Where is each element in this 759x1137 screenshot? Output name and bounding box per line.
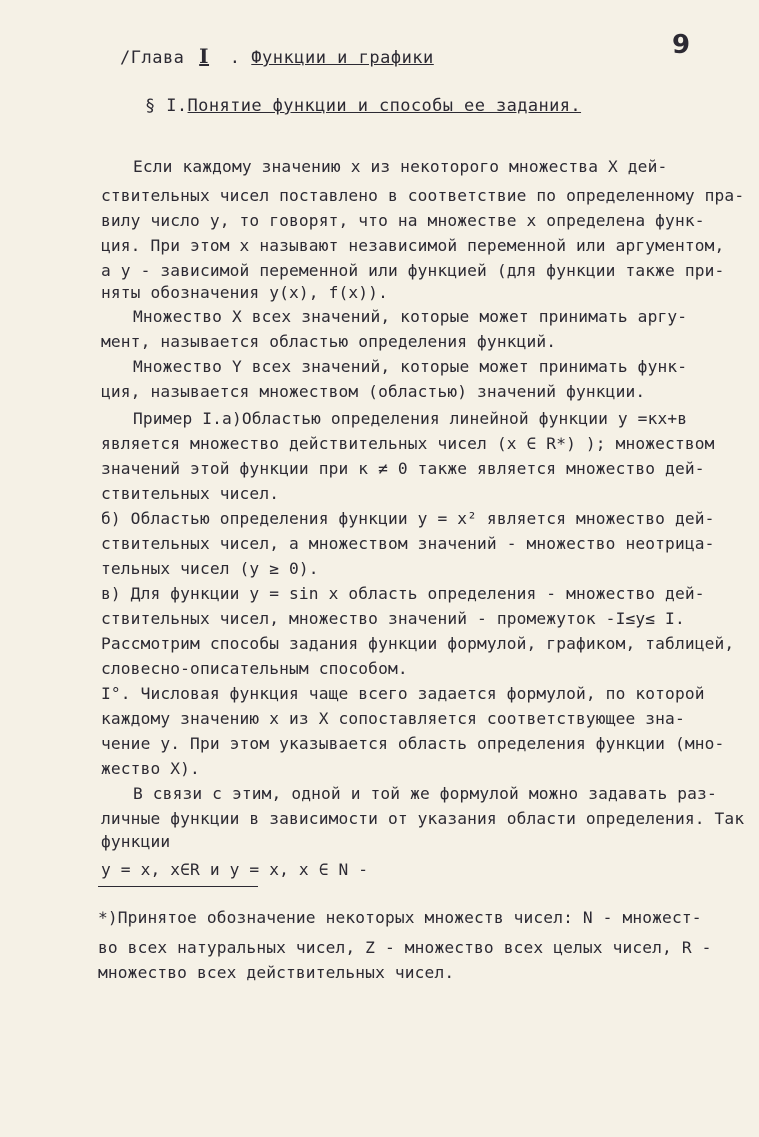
text-line: y = x, x∈R и y = x, x ∈ N -	[101, 860, 369, 879]
footnote-line: *)Принятое обозначение некоторых множеств чисел: N - множест-	[98, 908, 702, 927]
text-line: Если каждому значению x из некоторого множества X дей-	[133, 157, 668, 176]
text-line: Множество X всех значений, которые может принимать аргу-	[133, 307, 688, 326]
footnote-line: множество всех действительных чисел.	[98, 963, 455, 982]
text-line: тельных чисел (y ≥ 0).	[101, 559, 319, 578]
text-line: является множество действительных чисел (x ∈ R*) ); множеством	[101, 434, 715, 453]
text-line: а y - зависимой переменной или функцией (для функции также при-	[101, 261, 725, 280]
text-line: в) Для функции y = sin x область определения - множество дей-	[101, 584, 705, 603]
chapter-numeral: I	[199, 44, 210, 68]
text-line: ствительных чисел.	[101, 484, 280, 503]
chapter-separator: .	[229, 48, 241, 68]
text-line: жество X).	[101, 759, 200, 778]
footnote-line: во всех натуральных чисел, Z - множество всех целых чисел, R -	[98, 938, 712, 957]
text-line: чение y. При этом указывается область определения функции (мно-	[101, 734, 725, 753]
text-line: ствительных чисел, множество значений - промежуток -I≤y≤ I.	[101, 609, 685, 628]
text-line: Множество Y всех значений, которые может принимать функ-	[133, 357, 688, 376]
text-line: словесно-описательным способом.	[101, 659, 408, 678]
section-mark: § I.	[145, 96, 188, 116]
text-line: ция, называется множеством (областью) значений функции.	[101, 382, 646, 401]
chapter-prefix: /Глава	[120, 48, 185, 68]
text-line: личные функции в зависимости от указания области определения. Так	[101, 809, 745, 828]
text-line: В связи с этим, одной и той же формулой можно задавать раз-	[133, 784, 717, 803]
section-title: Понятие функции и способы ее задания.	[187, 96, 582, 116]
text-line: Пример I.а)Областью определения линейной функции y =кх+в	[133, 409, 688, 428]
text-line: функции	[101, 832, 171, 851]
chapter-title: Функции и графики	[251, 48, 434, 68]
text-line: ствительных чисел поставлено в соответствие по определенному пра-	[101, 186, 745, 205]
text-line: няты обозначения y(x), f(x)).	[101, 283, 388, 302]
text-line: ция. При этом x называют независимой переменной или аргументом,	[101, 236, 725, 255]
text-line: каждому значению x из X сопоставляется соответствующее зна-	[101, 709, 685, 728]
text-line: б) Областью определения функции y = x² является множество дей-	[101, 509, 715, 528]
footnote-separator	[98, 886, 258, 887]
chapter-heading	[120, 44, 434, 68]
text-line: мент, называется областью определения функций.	[101, 332, 557, 351]
text-line: I°. Числовая функция чаще всего задается формулой, по которой	[101, 684, 705, 703]
page-number: 9	[672, 30, 691, 60]
text-line: ствительных чисел, а множеством значений - множество неотрица-	[101, 534, 715, 553]
text-line: Рассмотрим способы задания функции формулой, графиком, таблицей,	[101, 634, 735, 653]
section-heading	[145, 96, 581, 116]
text-line: значений этой функции при к ≠ 0 также является множество дей-	[101, 459, 705, 478]
text-line: вилу число y, то говорят, что на множестве x определена функ-	[101, 211, 705, 230]
